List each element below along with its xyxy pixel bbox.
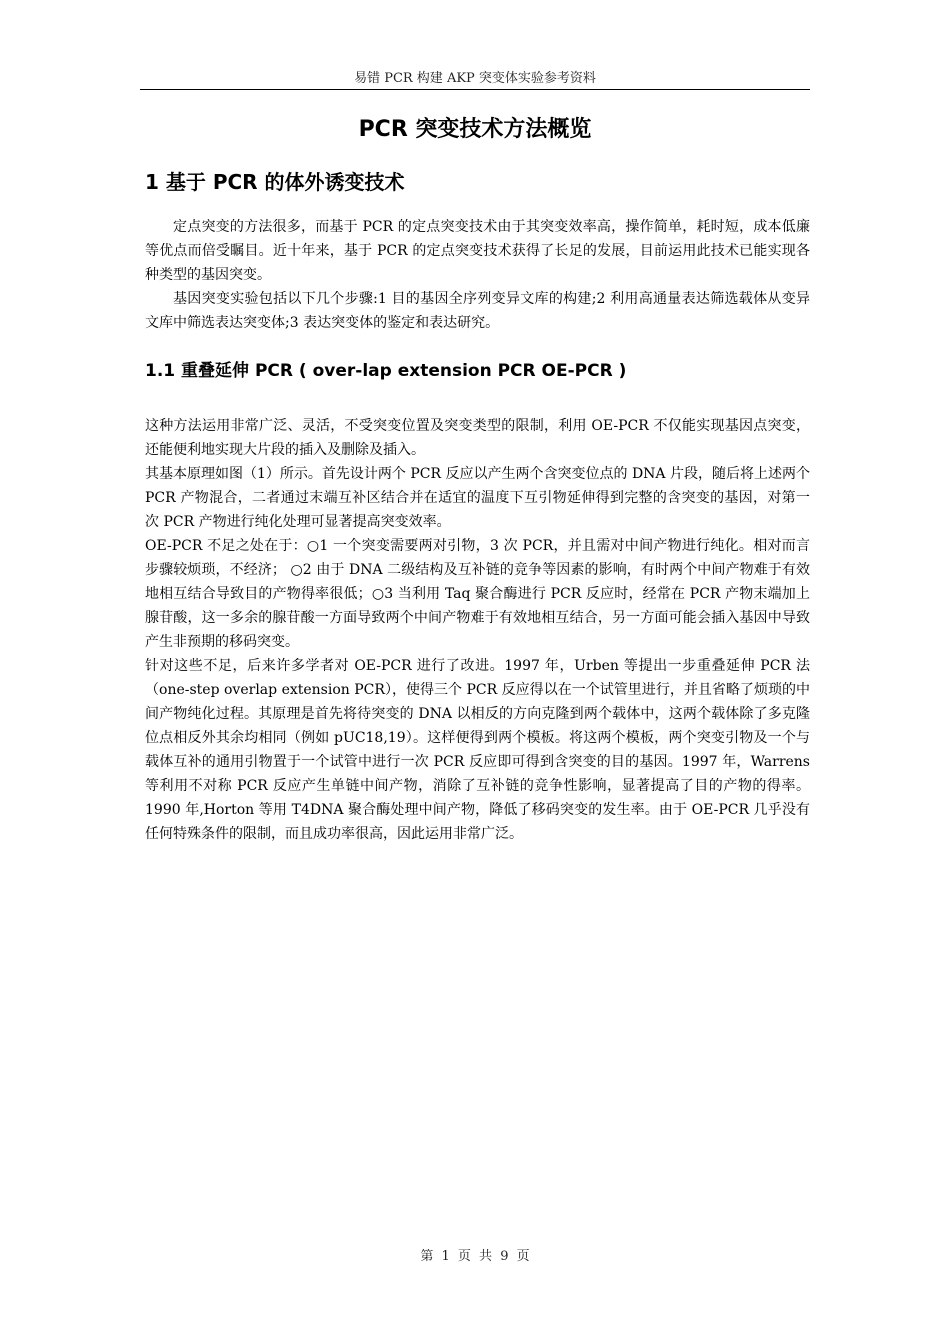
paragraph: 基因突变实验包括以下几个步骤:1 目的基因全序列变异文库的构建;2 利用高通量表达筛选载体从变异文库中筛选表达突变体;3 表达突变体的鉴定和表达研究。 xyxy=(145,291,810,331)
page-number: 第 1 页 共 9 页 xyxy=(420,1249,530,1264)
running-header: 易错 PCR 构建 AKP 突变体实验参考资料 xyxy=(354,71,596,86)
paragraph: OE-PCR 不足之处在于：○1 一个突变需要两对引物，3 次 PCR，并且需对中间产物进行纯化。相对而言步骤较烦琐，不经济； ○2 由于 DNA 二级结构及互补链的竞争等因素的影响，有时两个中间产物难于有效地相互结合导致目的产物得率很低；○3 当利用 Taq 聚合酶进行 PCR 反应时，经常在 PCR 产物末端加上腺苷酸，这一多余的腺苷酸一方面导致两个中间产物难于有效地相互结合，另一方面可能会插入基因中导致产生非预期的移码突变。 xyxy=(145,538,810,650)
section-1-1-body xyxy=(145,414,810,846)
paragraph: 针对这些不足，后来许多学者对 OE-PCR 进行了改进。1997 年，Urben 等提出一步重叠延伸 PCR 法（one-step overlap extension PCR），使得三个 PCR 反应得以在一个试管里进行，并且省略了烦琐的中间产物纯化过程。其原理是首先将待突变的 DNA 以相反的方向克隆到两个载体中，这两个载体除了多克隆位点相反外其余均相同（例如 pUC18,19）。这样便得到两个模板。将这两个模板，两个突变引物及一个与载体互补的通用引物置于一个试管中进行一次 PCR 反应即可得到含突变的目的基因。1997 年，Warrens 等利用不对称 PCR 反应产生单链中间产物，消除了互补链的竞争性影响，显著提高了目的产物的得率。1990 年,Horton 等用 T4DNA 聚合酶处理中间产物，降低了移码突变的发生率。由于 OE-PCR 几乎没有任何特殊条件的限制，而且成功率很高，因此运用非常广泛。 xyxy=(145,658,810,842)
paragraph: 定点突变的方法很多，而基于 PCR 的定点突变技术由于其突变效率高，操作简单，耗时短，成本低廉等优点而倍受瞩目。近十年来，基于 PCR 的定点突变技术获得了长足的发展，目前运用此技术已能实现各种类型的基因突变。 xyxy=(145,219,810,283)
header-divider xyxy=(140,89,810,90)
section-1-body xyxy=(145,215,810,335)
section-1-heading: 1 基于 PCR 的体外诱变技术 xyxy=(145,170,405,194)
paragraph: 这种方法运用非常广泛、灵活，不受突变位置及突变类型的限制，利用 OE-PCR 不仅能实现基因点突变，还能便利地实现大片段的插入及删除及插入。 xyxy=(145,418,810,458)
document-title: PCR 突变技术方法概览 xyxy=(358,117,592,142)
section-1-1-heading: 1.1 重叠延伸 PCR ( over-lap extension PCR OE-PCR ) xyxy=(145,361,627,381)
paragraph: 其基本原理如图（1）所示。首先设计两个 PCR 反应以产生两个含突变位点的 DNA 片段，随后将上述两个 PCR 产物混合，二者通过末端互补区结合并在适宜的温度下互引物延伸得到完整的含突变的基因，对第一次 PCR 产物进行纯化处理可显著提高突变效率。 xyxy=(145,466,810,530)
